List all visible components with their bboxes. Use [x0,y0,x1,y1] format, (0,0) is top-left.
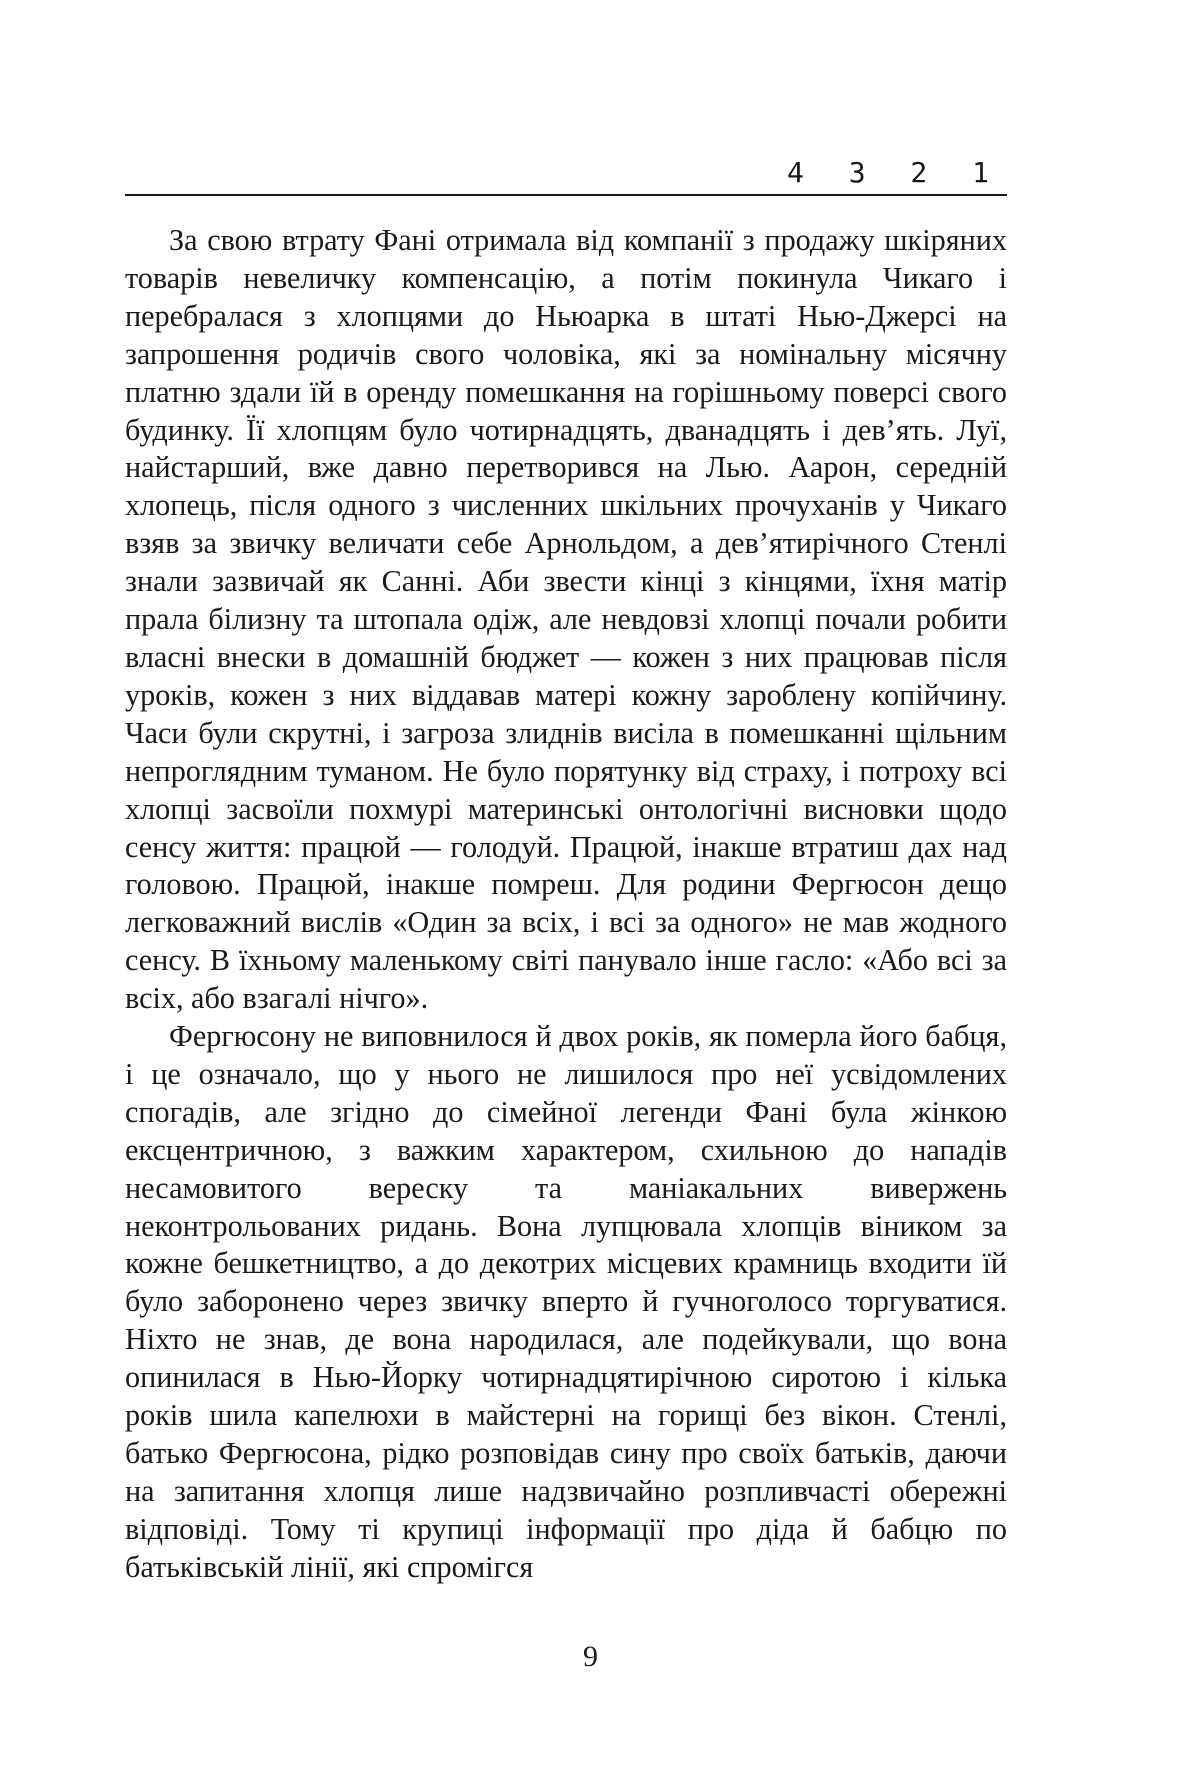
body-text [125,222,1007,1587]
paragraph-2: Фергюсону не виповнилося й двох років, як померла його бабця, і це означало, що у нього не лишилося про неї усвідомлених спогадів, але згідно до сімейної легенди Фані була жінкою ексцентричною, з важким характером, схильною до нападів несамовитого вереску та маніакальних вивержень неконтрольованих ридань. Вона лупцювала хлопців віником за кожне бешкетництво, а до декотрих місцевих крамниць входити їй було заборонено через звичку вперто й гучноголосо торгуватися. Ніхто не знав, де вона народилася, але подейкували, що вона опинилася в Нью-Йорку чотирнадцятирічною сиротою і кілька років шила капелюхи в майстерні на горищі без вікон. Стенлі, батько Фергюсона, рідко розповідав сину про своїх батьків, даючи на запитання хлопця лише надзвичайно розпливчасті обережні відповіді. Тому ті крупиці інформації про діда й бабцю по батьківській лінії, які спромігся [125,1019,1007,1584]
page-number: 9 [583,1640,598,1673]
paragraph-1: За свою втрату Фані отримала від компанії з продажу шкіряних товарів невеличку компенсацію, а потім покинула Чикаго і перебралася з хлопцями до Ньюарка в штаті Нью-Джерсі на запрошення родичів свого чоловіка, які за номінальну місячну платню здали їй в оренду помешкання на горішньому поверсі свого будинку. Її хлопцям було чотирнадцять, дванадцять і дев’ять. Луї, найстарший, вже давно перетворився на Лью. Аарон, середній хлопець, після одного з численних шкільних прочуханів у Чикаго взяв за звичку величати себе Арнольдом, а дев’ятирічного Стенлі знали зазвичай як Санні. Аби звести кінці з кінцями, їхня матір прала білизну та штопала одіж, але невдовзі хлопці почали робити власні внески в домашній бюджет — кожен з них працював після уроків, кожен з них віддавав матері кожну зароблену копійчину. Часи були скрутні, і загроза злиднів висіла в помешканні щільним непроглядним туманом. Не було порятунку від страху, і потроху всі хлопці засвоїли похмурі материнські онтологічні висновки щодо сенсу життя: працюй — голодуй. Працюй, інакше втратиш дах над головою. Працюй, інакше помреш. Для родини Фергюсон дещо легковажний вислів «Один за всіх, і всі за одного» не мав жодного сенсу. В їхньому маленькому світі панувало інше гасло: «Або всі за всіх, або взагалі нічго». [125,223,1007,1016]
running-head-title: 4 3 2 1 [786,156,1003,189]
running-head [125,158,1007,196]
